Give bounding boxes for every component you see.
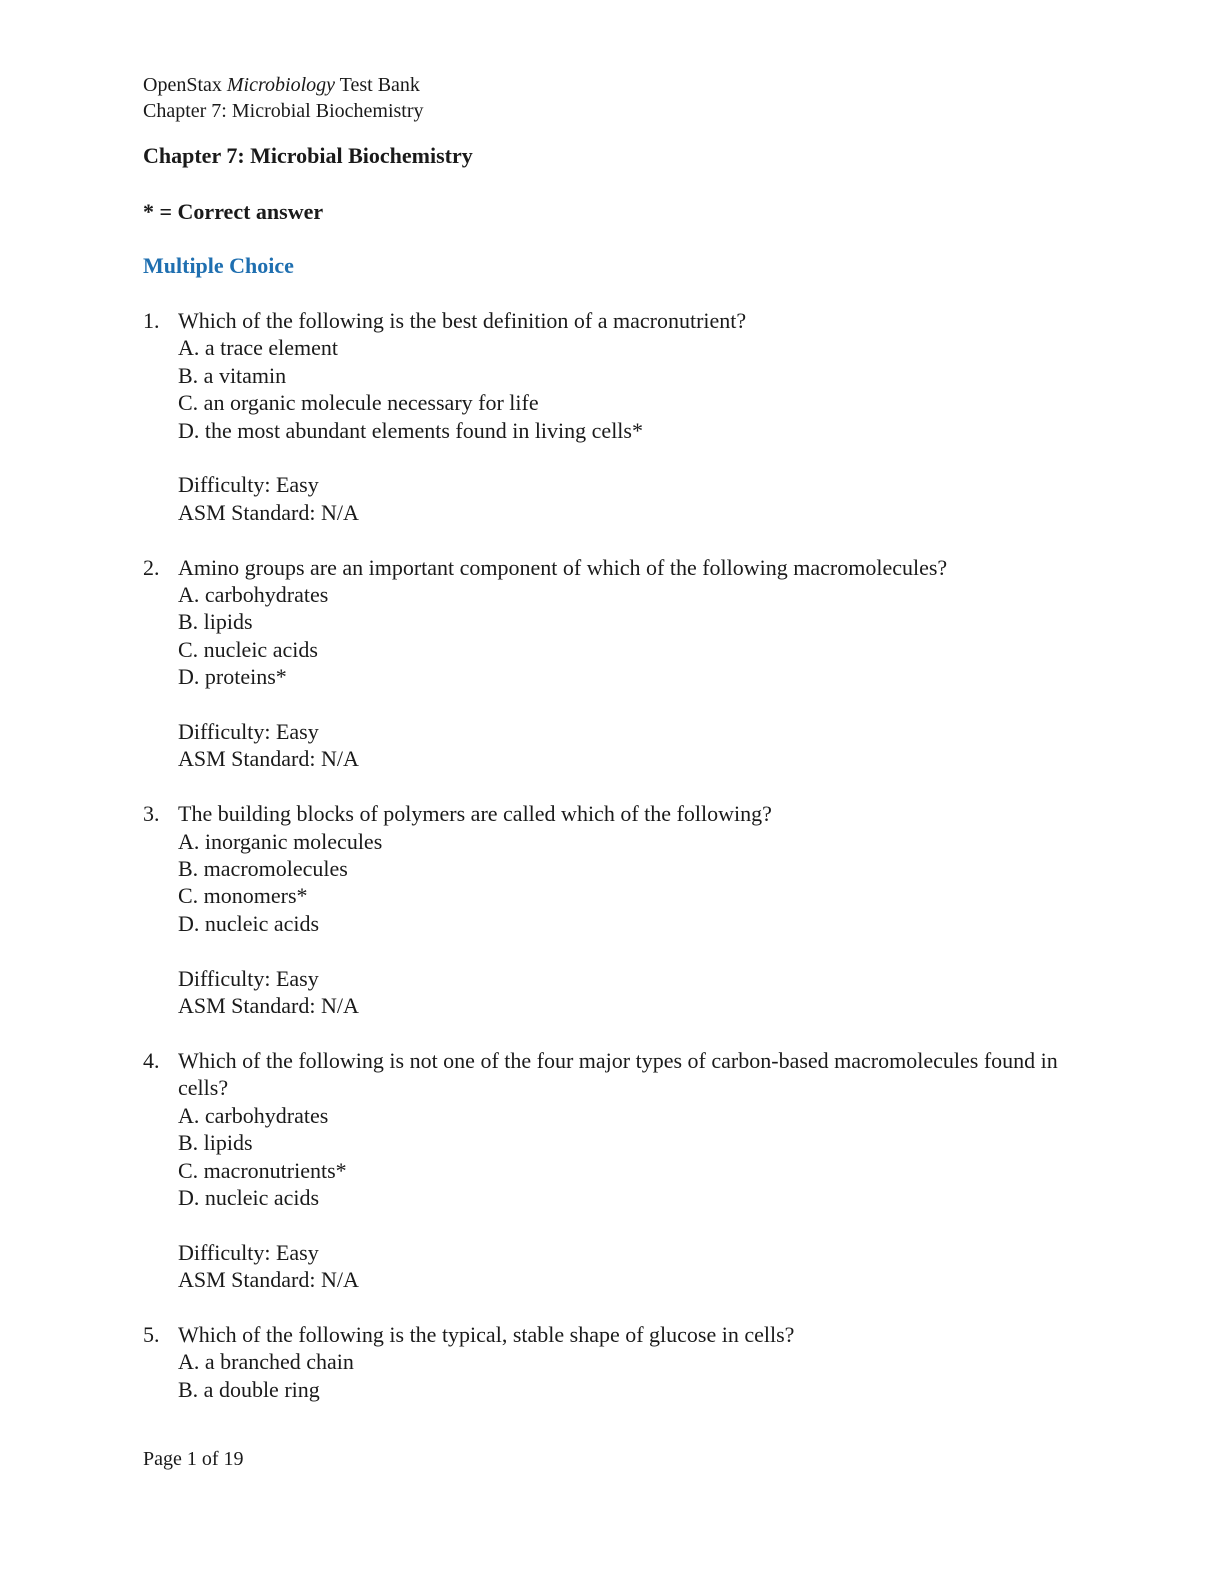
question-number: 1. bbox=[143, 308, 160, 333]
question-text: Which of the following is not one of the four major types of carbon-based macromolecules found in cells? bbox=[178, 1047, 1058, 1101]
question-metadata bbox=[178, 965, 1083, 1020]
question-number: 4. bbox=[143, 1047, 160, 1073]
question-metadata bbox=[178, 718, 1083, 773]
answer-option: C. nucleic acids bbox=[178, 636, 318, 662]
answer-option: B. macromolecules bbox=[178, 856, 348, 882]
answer-option: B. lipids bbox=[178, 609, 253, 635]
question-item bbox=[143, 800, 1083, 1019]
question-list bbox=[143, 307, 1083, 1431]
book-title-line bbox=[143, 72, 424, 98]
answer-option: A. carbohydrates bbox=[178, 582, 329, 608]
question-metadata bbox=[178, 1239, 1083, 1294]
difficulty-label: Difficulty: Easy bbox=[178, 1239, 319, 1265]
section-heading: Multiple Choice bbox=[143, 253, 294, 278]
answer-option: A. a trace element bbox=[178, 335, 339, 361]
page-number: Page 1 of 19 bbox=[143, 1448, 244, 1470]
question-number: 3. bbox=[143, 801, 160, 827]
difficulty-label: Difficulty: Easy bbox=[178, 965, 319, 991]
asm-standard-label: ASM Standard: N/A bbox=[178, 993, 359, 1019]
publisher-name: OpenStax bbox=[143, 74, 227, 96]
book-title: Microbiology bbox=[226, 74, 336, 96]
chapter-line: Chapter 7: Microbial Biochemistry bbox=[143, 100, 424, 122]
question-item bbox=[143, 307, 1083, 526]
question-item bbox=[143, 1047, 1083, 1294]
answer-option: B. lipids bbox=[178, 1130, 253, 1156]
question-text: Which of the following is the typical, stable shape of glucose in cells? bbox=[178, 1321, 795, 1347]
asm-standard-label: ASM Standard: N/A bbox=[178, 499, 359, 525]
question-text: Amino groups are an important component of which of the following macromolecules? bbox=[178, 554, 948, 580]
answer-option: A. a branched chain bbox=[178, 1349, 354, 1375]
answer-option: C. monomers* bbox=[178, 883, 308, 909]
question-item bbox=[143, 554, 1083, 773]
chapter-title: Chapter 7: Microbial Biochemistry bbox=[143, 143, 473, 168]
answer-option: A. inorganic molecules bbox=[178, 828, 383, 854]
question-text: The building blocks of polymers are called which of the following? bbox=[178, 801, 772, 827]
answer-option: D. nucleic acids bbox=[178, 1184, 320, 1210]
answer-option: A. carbohydrates bbox=[178, 1102, 329, 1128]
answer-option: D. nucleic acids bbox=[178, 910, 320, 936]
question-item bbox=[143, 1321, 1083, 1403]
difficulty-label: Difficulty: Easy bbox=[178, 719, 319, 745]
answer-option: B. a vitamin bbox=[178, 362, 287, 388]
answer-option: D. proteins* bbox=[178, 664, 287, 690]
question-metadata bbox=[178, 471, 1083, 526]
book-suffix: Test Bank bbox=[335, 74, 420, 96]
asm-standard-label: ASM Standard: N/A bbox=[178, 746, 359, 772]
running-header bbox=[143, 72, 424, 124]
question-number: 2. bbox=[143, 554, 160, 580]
question-text: Which of the following is the best definition of a macronutrient? bbox=[178, 308, 747, 333]
answer-option: C. an organic molecule necessary for life bbox=[178, 390, 539, 416]
answer-option: D. the most abundant elements found in living cells* bbox=[178, 417, 643, 443]
difficulty-label: Difficulty: Easy bbox=[178, 472, 319, 498]
question-number: 5. bbox=[143, 1321, 160, 1347]
answer-option: C. macronutrients* bbox=[178, 1157, 347, 1183]
answer-key-note: * = Correct answer bbox=[143, 199, 324, 224]
answer-option: B. a double ring bbox=[178, 1376, 320, 1402]
asm-standard-label: ASM Standard: N/A bbox=[178, 1267, 359, 1293]
